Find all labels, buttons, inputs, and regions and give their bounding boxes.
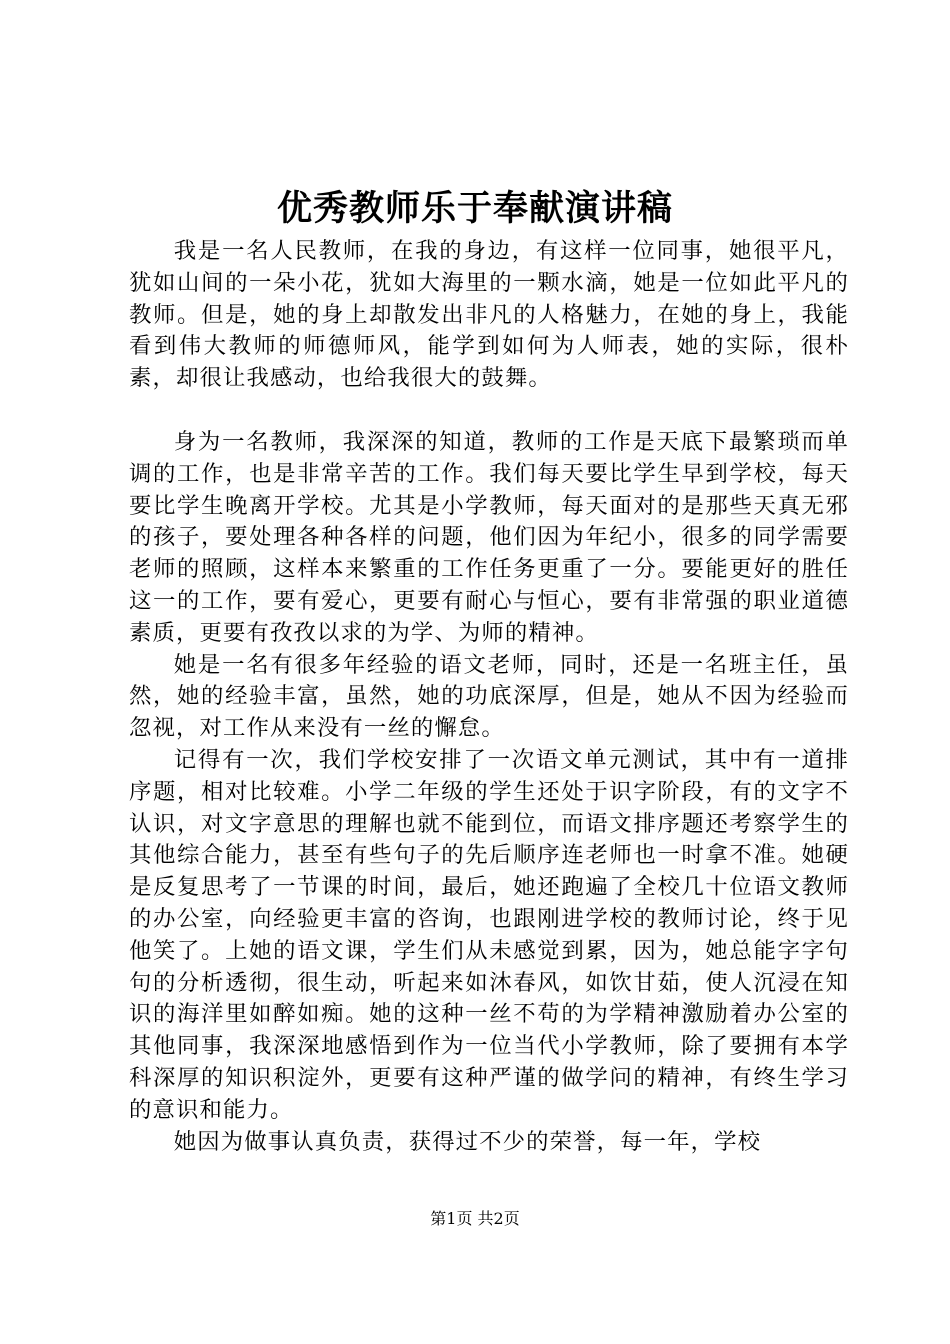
document-body — [129, 236, 849, 1158]
paragraph-5: 她因为做事认真负责，获得过不少的荣誉，每一年，学校 — [173, 1128, 762, 1155]
page-number-footer: 第1页 共2页 — [430, 1209, 520, 1228]
paragraph-4: 记得有一次，我们学校安排了一次语文单元测试，其中有一道排序题，相对比较难。小学二年级的学生还处于识字阶段，有的文字不认识，对文字意思的理解也就不能到位，而语文排序题还考察学生的其他综合能力，甚至有些句子的先后顺序连老师也一时拿不准。她硬是反复思考了一节课的时间，最后，她还跑遍了全校几十位语文教师的办公室，向经验更丰富的咨询，也跟刚进学校的教师讨论，终于见他笑了。上她的语文课，学生们从未感觉到累，因为，她总能字字句句的分析透彻，很生动，听起来如沐春风，如饮甘茹，使人沉浸在知识的海洋里如醉如痴。她的这种一丝不苟的为学精神激励着办公室的其他同事，我深深地感悟到作为一位当代小学教师，除了要拥有本学科深厚的知识积淀外，更要有这种严谨的做学问的精神，有终生学习的意识和能力。 — [129, 746, 849, 1123]
paragraph-3: 她是一名有很多年经验的语文老师，同时，还是一名班主任，虽然，她的经验丰富，虽然，她的功底深厚，但是，她从不因为经验而忽视，对工作从来没有一丝的懈怠。 — [129, 651, 849, 742]
document-title: 优秀教师乐于奉献演讲稿 — [276, 188, 673, 229]
paragraph-1: 我是一名人民教师，在我的身边，有这样一位同事，她很平凡，犹如山间的一朵小花，犹如大海里的一颗水滴，她是一位如此平凡的教师。但是，她的身上却散发出非凡的人格魅力，在她的身上，我能看到伟大教师的师德师风，能学到如何为人师表，她的实际，很朴素，却很让我感动，也给我很大的鼓舞。 — [129, 238, 849, 392]
paragraph-2: 身为一名教师，我深深的知道，教师的工作是天底下最繁琐而单调的工作，也是非常辛苦的工作。我们每天要比学生早到学校，每天要比学生晚离开学校。尤其是小学教师，每天面对的是那些天真无邪的孩子，要处理各种各样的问题，他们因为年纪小，很多的同学需要老师的照顾，这样本来繁重的工作任务更重了一分。要能更好的胜任这一的工作，要有爱心，更要有耐心与恒心，要有非常强的职业道德素质，更要有孜孜以求的为学、为师的精神。 — [129, 428, 849, 646]
